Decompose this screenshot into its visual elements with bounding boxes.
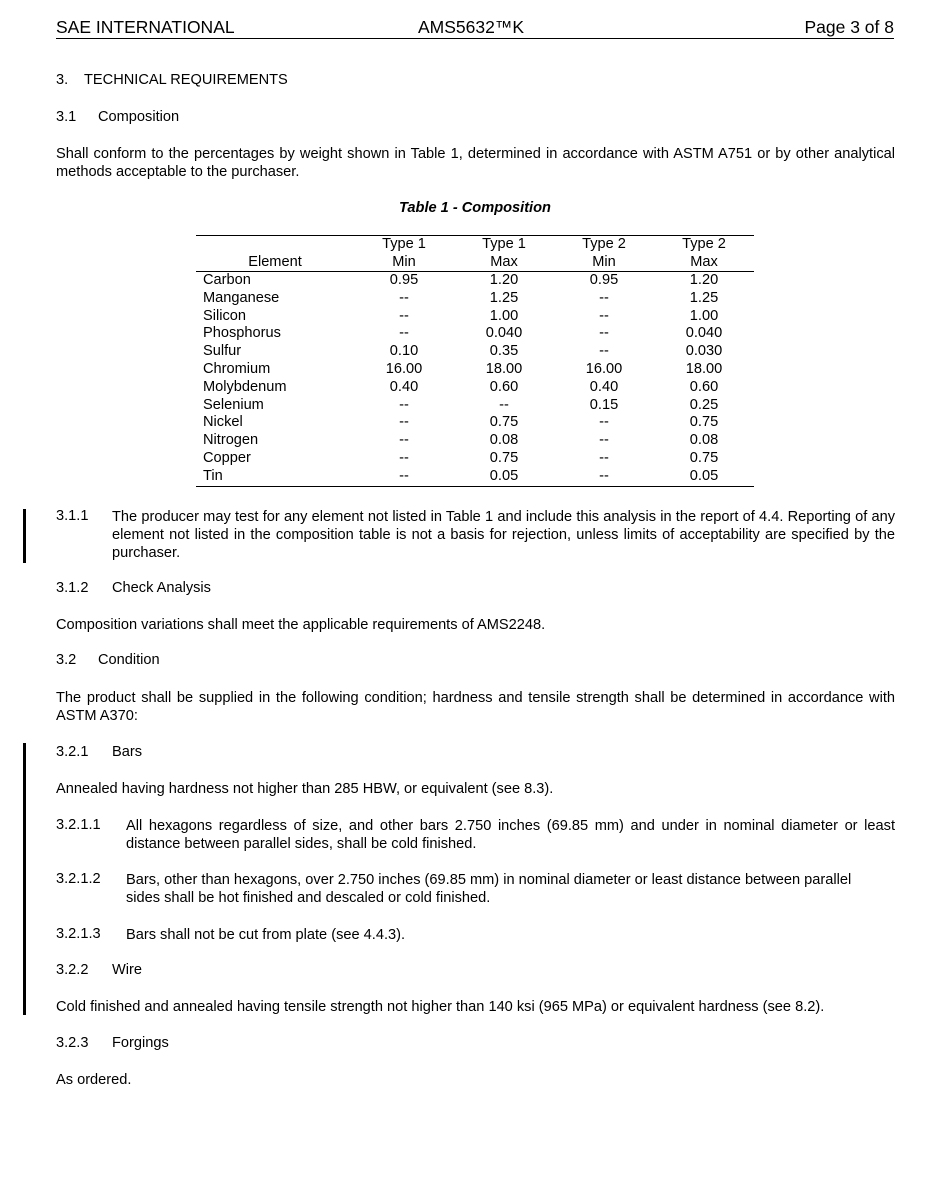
table-row xyxy=(196,468,754,486)
table-row xyxy=(196,272,754,290)
table-cell: -- xyxy=(599,414,609,431)
section-3-2-2-body: Cold finished and annealed having tensile strength not higher than 140 ksi (965 MPa) or equivalent hardness (see 8.2). xyxy=(56,999,825,1015)
table-cell: Sulfur xyxy=(203,343,242,360)
table-row xyxy=(196,450,754,468)
table-cell: 0.60 xyxy=(489,378,519,395)
section-3-2-3-body: As ordered. xyxy=(56,1072,132,1088)
section-3-2-title: Condition xyxy=(98,652,160,668)
table-cell: Carbon xyxy=(203,272,251,288)
table-row xyxy=(196,290,754,308)
table-row xyxy=(196,432,754,450)
table-cell: 1.20 xyxy=(489,272,519,288)
column-header: Type 1 xyxy=(382,236,426,252)
section-3-2-1-2-number: 3.2.1.2 xyxy=(56,871,101,887)
table-cell: Manganese xyxy=(203,289,280,306)
table-cell: -- xyxy=(599,432,609,449)
section-3-2-2-title: Wire xyxy=(112,962,142,978)
column-header: Min xyxy=(554,254,654,272)
section-3-1-2-body: Composition variations shall meet the applicable requirements of AMS2248. xyxy=(56,617,546,633)
table-row xyxy=(196,397,754,415)
section-3-1-title: Composition xyxy=(98,109,180,125)
table-row xyxy=(196,414,754,432)
table-cell: 18.00 xyxy=(485,360,523,377)
table-cell: 0.75 xyxy=(489,414,519,431)
section-3-2-number: 3.2 xyxy=(56,652,77,668)
table-cell: -- xyxy=(499,396,509,413)
table-cell: -- xyxy=(399,307,409,324)
table-cell: -- xyxy=(399,449,409,466)
table-cell: -- xyxy=(399,432,409,449)
section-3-2-3-number: 3.2.3 xyxy=(56,1035,89,1051)
table-cell: 1.00 xyxy=(689,307,719,324)
table-header-row-bottom xyxy=(196,254,754,272)
section-3-2-2-number: 3.2.2 xyxy=(56,962,89,978)
table-cell: 18.00 xyxy=(685,360,723,377)
table-cell: -- xyxy=(599,343,609,360)
table-cell: 0.15 xyxy=(589,396,619,413)
revision-change-bar xyxy=(23,509,26,563)
table-row xyxy=(196,308,754,326)
table-cell: -- xyxy=(399,325,409,342)
section-3-1-body: Shall conform to the percentages by weight shown in Table 1, determined in accordance with ASTM A751 or by other analytical methods acceptable to the purchaser. xyxy=(56,146,895,180)
section-3-2-1-title: Bars xyxy=(112,744,143,760)
section-3-2-body: The product shall be supplied in the following condition; hardness and tensile strength shall be determined in accordance with ASTM A370: xyxy=(56,690,895,724)
table-cell: 16.00 xyxy=(585,360,623,377)
table-cell: Chromium xyxy=(203,360,271,377)
table-cell: 0.95 xyxy=(589,272,619,288)
table-cell: -- xyxy=(599,449,609,466)
table-cell: 1.25 xyxy=(689,289,719,306)
section-3-title: TECHNICAL REQUIREMENTS xyxy=(84,72,288,88)
table-cell: 0.08 xyxy=(689,432,719,449)
header-org: SAE INTERNATIONAL xyxy=(56,17,235,37)
section-3-1-1-body: The producer may test for any element not listed in Table 1 and include this analysis in the report of 4.4. Reporting of any element not listed in the composition table is not a basis for rejection, unless limits of acceptability are specified by the purchaser. xyxy=(112,509,895,561)
table-cell: 0.35 xyxy=(489,343,519,360)
table-cell: 0.40 xyxy=(389,378,419,395)
table-cell: Phosphorus xyxy=(203,325,281,342)
column-header: Min xyxy=(354,254,454,272)
column-header: Type 2 xyxy=(682,236,726,252)
table-cell: 1.20 xyxy=(689,272,719,288)
table-row xyxy=(196,361,754,379)
page-header xyxy=(56,16,894,39)
header-page-number: Page 3 of 8 xyxy=(804,17,894,37)
table-cell: 0.08 xyxy=(489,432,519,449)
table-cell: 0.75 xyxy=(689,449,719,466)
table-cell: Nickel xyxy=(203,414,243,431)
table-cell: 0.75 xyxy=(489,449,519,466)
table-cell: 0.25 xyxy=(689,396,719,413)
section-3-1-2-title: Check Analysis xyxy=(112,580,211,596)
table-cell: 0.05 xyxy=(489,467,519,484)
table-cell: 0.030 xyxy=(685,343,723,360)
section-3-2-3-title: Forgings xyxy=(112,1035,169,1051)
section-3-2-1-body: Annealed having hardness not higher than 285 HBW, or equivalent (see 8.3). xyxy=(56,781,554,797)
table-cell: 0.60 xyxy=(689,378,719,395)
table-cell: -- xyxy=(599,467,609,484)
composition-table xyxy=(196,235,754,487)
column-header: Max xyxy=(454,254,554,272)
column-header xyxy=(196,236,354,254)
column-header: Type 1 xyxy=(482,236,526,252)
table-cell: 1.00 xyxy=(489,307,519,324)
section-3-2-1-1-body: All hexagons regardless of size, and other bars 2.750 inches (69.85 mm) and under in nominal diameter or least distance between parallel sides, shall be cold finished. xyxy=(126,818,895,852)
section-3-2-1-2-body: Bars, other than hexagons, over 2.750 inches (69.85 mm) in nominal diameter or least distance between parallel sides shall be hot finished and descaled or cold finished. xyxy=(126,872,852,906)
section-3-2-1-1-number: 3.2.1.1 xyxy=(56,817,101,833)
table-cell: -- xyxy=(599,289,609,306)
table-cell: 0.040 xyxy=(685,325,723,342)
table-cell: Selenium xyxy=(203,396,264,413)
table-row xyxy=(196,325,754,343)
table-cell: Tin xyxy=(203,467,223,484)
table-row xyxy=(196,379,754,397)
section-3-number: 3. xyxy=(56,72,69,88)
table-cell: -- xyxy=(599,325,609,342)
table-cell: 1.25 xyxy=(489,289,519,306)
column-header: Element xyxy=(196,254,354,272)
table-cell: 0.95 xyxy=(389,272,419,288)
table-cell: -- xyxy=(599,307,609,324)
table-row xyxy=(196,343,754,361)
table-cell: -- xyxy=(399,467,409,484)
section-3-2-1-number: 3.2.1 xyxy=(56,744,89,760)
table-cell: 0.10 xyxy=(389,343,419,360)
table-cell: Nitrogen xyxy=(203,432,259,449)
table-cell: Copper xyxy=(203,449,251,466)
table-cell: 0.05 xyxy=(689,467,719,484)
section-3-2-1-3-body: Bars shall not be cut from plate (see 4.4.3). xyxy=(126,927,406,943)
column-header: Max xyxy=(654,254,754,272)
table-header-row-top xyxy=(196,236,754,254)
column-header: Type 2 xyxy=(582,236,626,252)
table-cell: Silicon xyxy=(203,307,246,324)
table-cell: -- xyxy=(399,414,409,431)
section-3-1-1-number: 3.1.1 xyxy=(56,508,89,524)
table-caption: Table 1 - Composition xyxy=(399,200,551,216)
table-cell: 0.75 xyxy=(689,414,719,431)
section-3-2-1-3-number: 3.2.1.3 xyxy=(56,926,101,942)
table-cell: -- xyxy=(399,289,409,306)
table-cell: 0.40 xyxy=(589,378,619,395)
header-doc-id: AMS5632™K xyxy=(418,17,525,37)
table-cell: -- xyxy=(399,396,409,413)
revision-change-bar xyxy=(23,743,26,1015)
table-cell: 16.00 xyxy=(385,360,423,377)
section-3-1-number: 3.1 xyxy=(56,109,77,125)
table-cell: 0.040 xyxy=(485,325,523,342)
section-3-1-2-number: 3.1.2 xyxy=(56,580,89,596)
table-cell: Molybdenum xyxy=(203,378,287,395)
